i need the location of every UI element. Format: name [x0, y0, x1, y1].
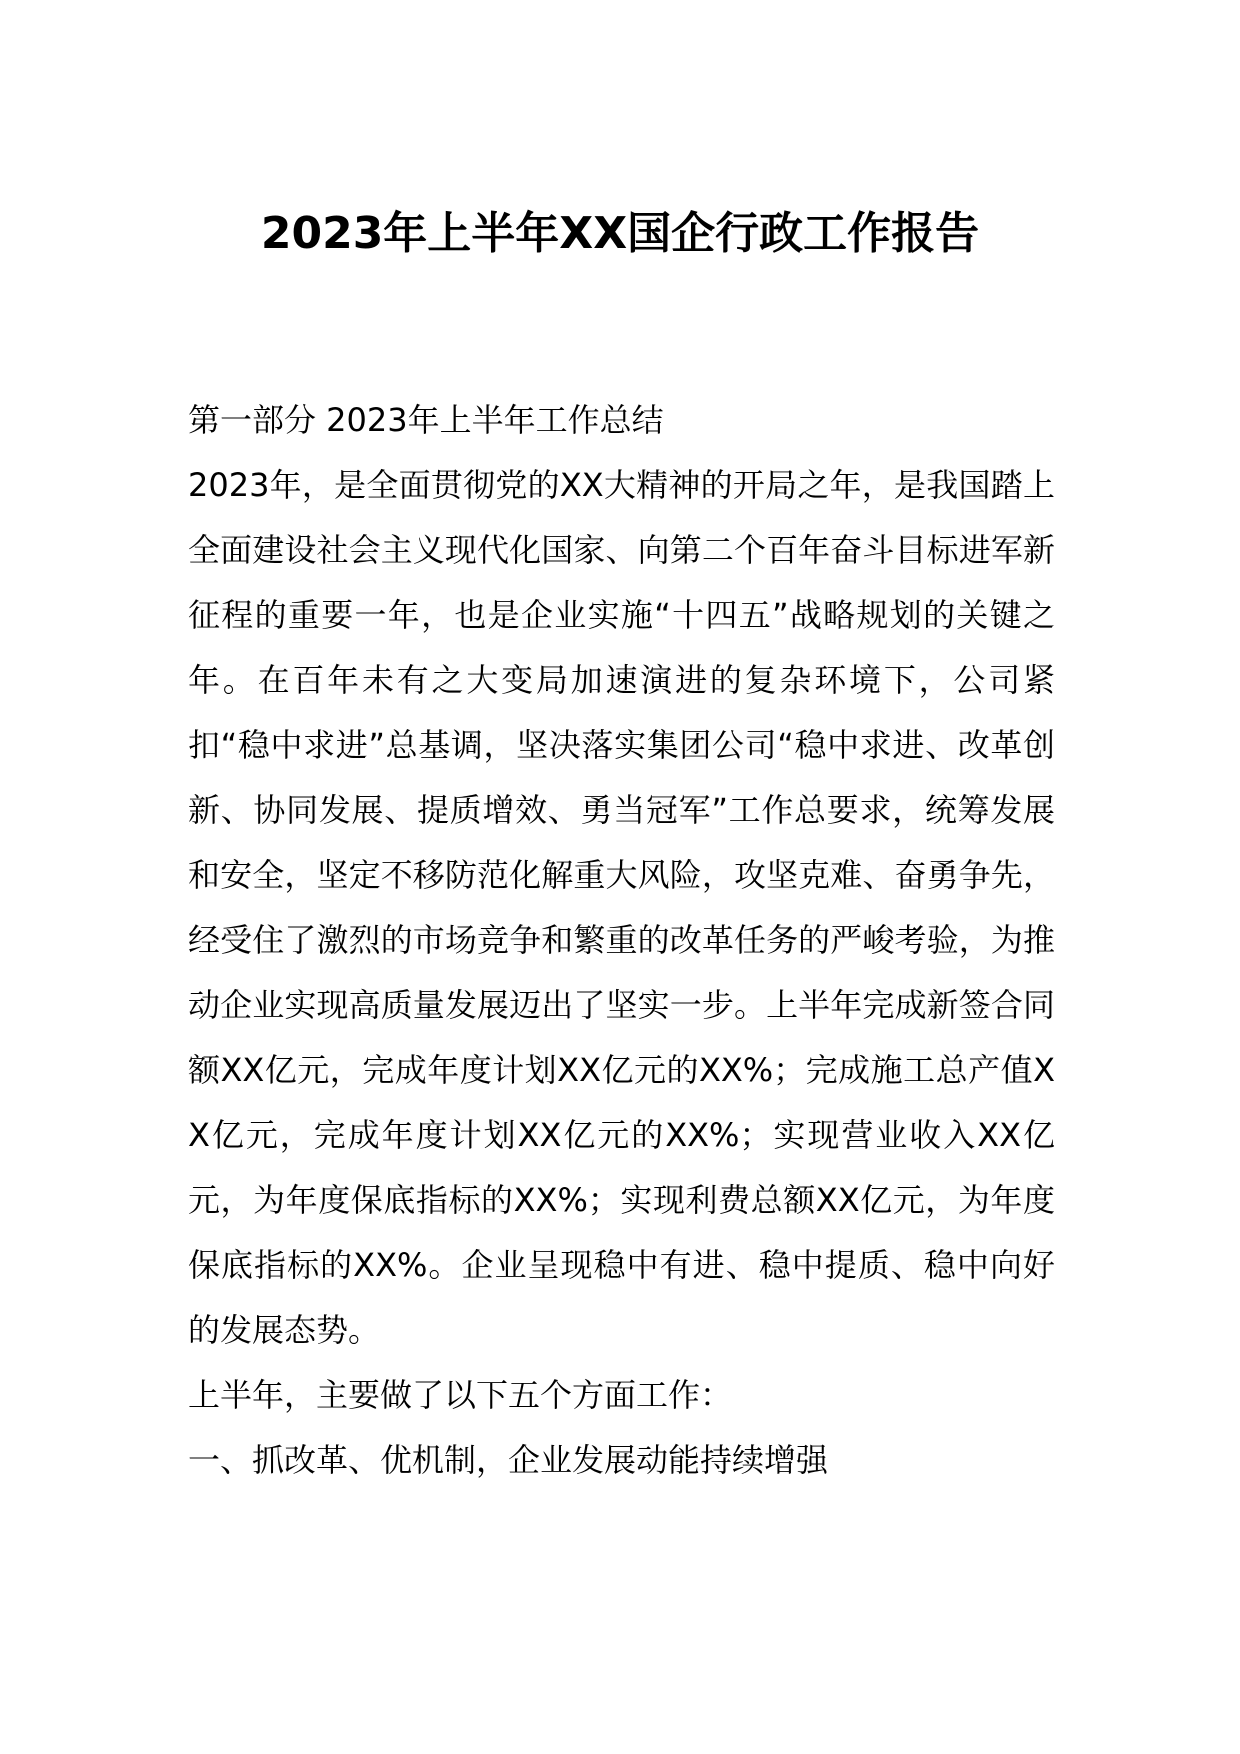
- section-heading: 第一部分 2023年上半年工作总结: [188, 401, 664, 439]
- paragraph-summary: 2023年，是全面贯彻党的XX大精神的开局之年，是我国踏上全面建设社会主义现代化国家、向第二个百年奋斗目标进军新征程的重要一年，也是企业实施“十四五”战略规划的关键之年。在百年未有之大变局加速演进的复杂环境下，公司紧扣“稳中求进”总基调，坚决落实集团公司“稳中求进、改革创新、协同发展、提质增效、勇当冠军”工作总要求，统筹发展和安全，坚定不移防范化解重大风险，攻坚克难、奋勇争先，经受住了激烈的市场竞争和繁重的改革任务的严峻考验，为推动企业实现高质量发展迈出了坚实一步。上半年完成新签合同额XX亿元，完成年度计划XX亿元的XX%；完成施工总产值XX亿元，完成年度计划XX亿元的XX%；实现营业收入XX亿元，为年度保底指标的XX%；实现利费总额XX亿元，为年度保底指标的XX%。企业呈现稳中有进、稳中提质、稳中向好的发展态势。: [188, 466, 1055, 1349]
- document-body: [188, 388, 1055, 1493]
- document-title: 2023年上半年XX国企行政工作报告: [260, 208, 980, 259]
- paragraph-intro: 上半年，主要做了以下五个方面工作：: [188, 1376, 733, 1414]
- subheading-reform: 一、抓改革、优机制，企业发展动能持续增强: [188, 1441, 829, 1479]
